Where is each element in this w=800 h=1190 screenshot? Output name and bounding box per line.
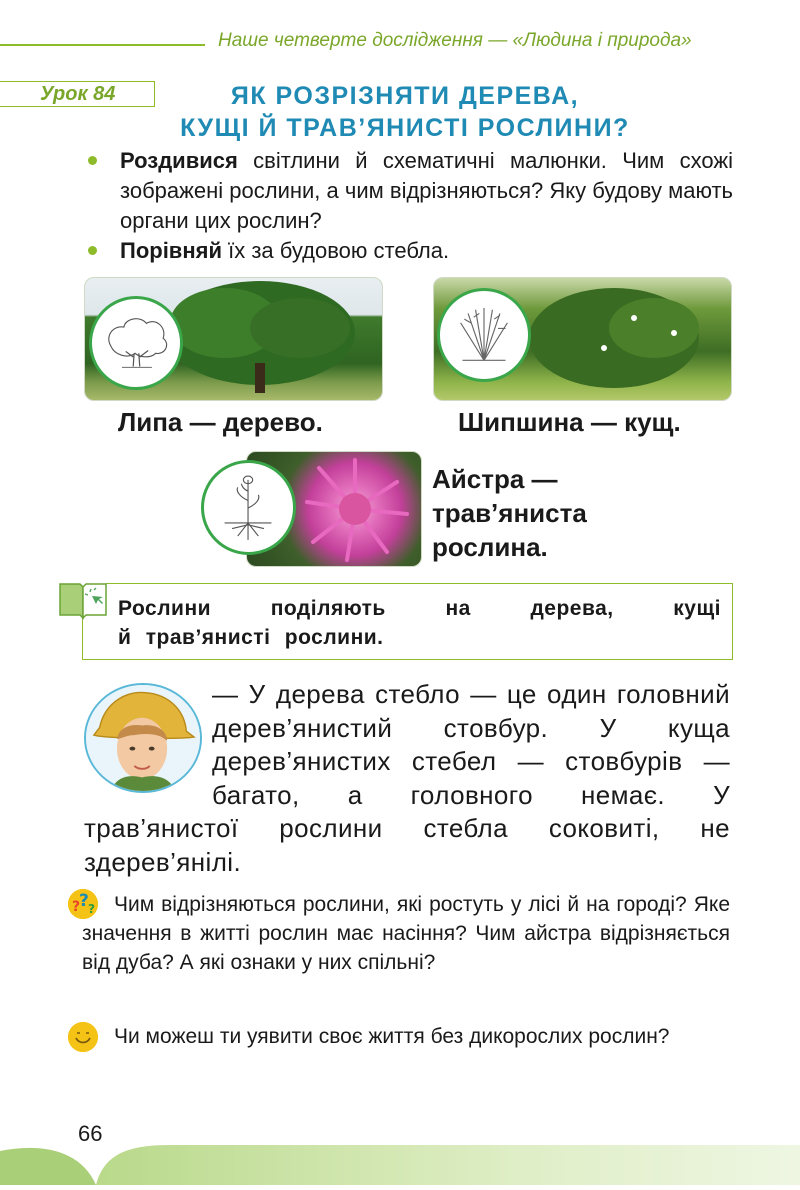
open-book-icon [56,578,110,622]
lesson-title [165,80,645,144]
lesson-title-line: ЯК РОЗРІЗНЯТИ ДЕРЕВА, [230,82,580,110]
section-title: Наше четверте дослідження — «Людина і природа» [218,30,692,51]
svg-text:?: ? [72,899,81,915]
task-verb: Роздивися [120,148,238,173]
tree-schematic-icon [89,296,183,390]
caption-rosehip: Шипшина — кущ. [458,407,681,437]
page-number: 66 [78,1121,103,1146]
task-list [88,146,733,266]
caption-aster-line: Айстра — [432,464,558,494]
svg-text:?: ? [79,891,89,911]
herb-schematic-icon [201,460,296,555]
task-text: світлини й схематичні малюнки. Чим схожі зображені рослини, а чим відрізняються? Яку будову мають органи цих рослин? [120,148,733,233]
rule-line: Рослини поділяють на дерева, кущі [118,597,721,620]
reflection-block [82,1022,730,1051]
caption-aster-line: рослина. [432,532,548,562]
svg-text:?: ? [88,902,95,916]
question-text: Чим відрізняються рослини, які ростуть у лісі й на городі? Яке значення в житті рослин має насіння? Чим айстра відрізняється від дуба? А які ознаки у них спільні? [82,893,730,974]
caption-aster [432,462,632,564]
rule-line: й трав’янисті рослини. [118,626,384,649]
caption-aster-line: трав’яниста [432,498,587,528]
bush-schematic-icon [437,288,531,382]
explanation-text-block [84,678,730,879]
lesson-label: Урок 84 [0,81,155,107]
rule-text [118,594,721,652]
task-item [88,236,733,266]
avatar-spacer [84,678,212,812]
task-item [88,146,733,236]
lesson-title-line: КУЩІ Й ТРАВ’ЯНИСТІ РОСЛИНИ? [180,114,630,142]
task-text: їх за будовою стебла. [221,238,450,263]
question-block [82,890,730,977]
caption-linden: Липа — дерево. [118,407,323,437]
reflection-text: Чи можеш ти уявити своє життя без дикорослих рослин? [114,1025,670,1048]
header-rule [0,44,205,46]
task-verb: Порівняй [120,238,222,263]
explanation-text: — У дерева стебло — це один головний дерев’янистий стовбур. У куща дерев’янистих стебел — стовбурів — багато, а головного немає. У трав’янистої рослини стебла соковиті, не здерев’янілі. [84,679,730,877]
footer-band [0,1143,800,1185]
